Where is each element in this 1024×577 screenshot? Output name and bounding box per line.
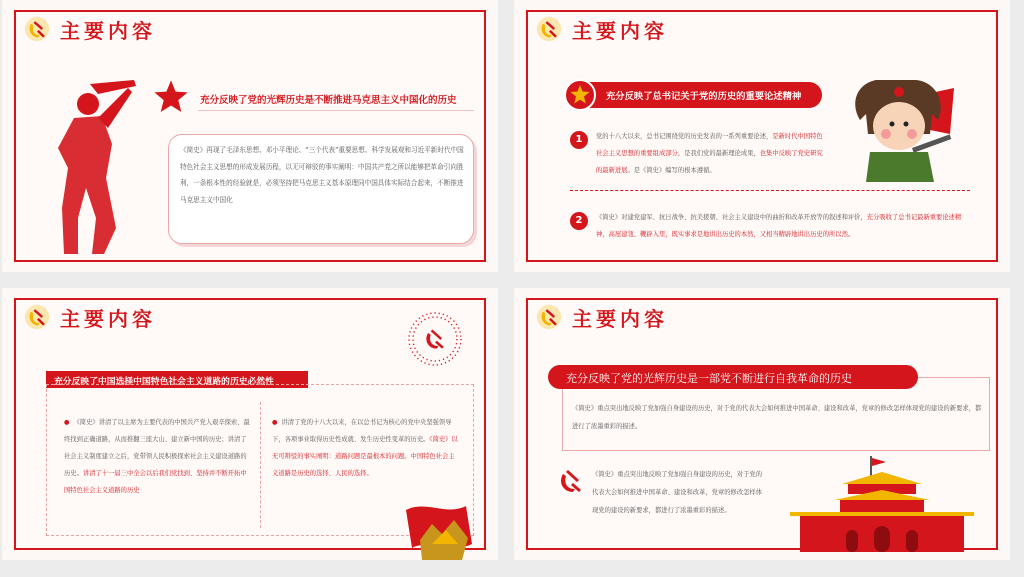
body-text-2: 《简史》重点突出地反映了党加强自身建设的历史，对于党的代表大会如何推进中国革命、建设和改革，党章的修改怎样体现党的建设的新要求，都进行了浓墨重彩的描述。 xyxy=(592,471,763,514)
column-1-text-red: 讲清了十一届三中全会以后我们党找到、坚持并不断开拓中国特色社会主义道路的历史 xyxy=(64,470,247,494)
gold-star-badge-icon xyxy=(564,79,596,111)
column-1-bullet-icon: ● xyxy=(64,419,74,426)
column-divider xyxy=(260,402,261,528)
item-2-text-red: 充分吸收了总书记最新重要论述精神，高屋建瓴、鞭辟入里，既实事求是地讲出历史的本然，又相当精辟地讲出历史的所以然。 xyxy=(596,214,962,238)
party-emblem-icon xyxy=(536,16,562,42)
slide-subtitle: 充分反映了总书记关于党的历史的重要论述精神 xyxy=(606,91,802,102)
item-2-text xyxy=(596,209,972,243)
party-emblem-icon xyxy=(24,304,50,330)
hammer-sickle-icon xyxy=(556,466,586,496)
slide-1[interactable] xyxy=(2,0,498,272)
slide-header xyxy=(536,14,668,44)
party-emblem-icon xyxy=(536,304,562,330)
item-1-text-mid: ，是我们党的最新理论成果， xyxy=(677,150,760,157)
slide-header xyxy=(536,302,668,332)
column-2-text xyxy=(272,414,458,482)
slide-header xyxy=(24,302,156,332)
item-2-number-badge: 2 xyxy=(570,212,588,230)
slide-header xyxy=(24,14,156,44)
column-1-text xyxy=(64,414,250,499)
slide-heading: 主要内容 xyxy=(572,306,668,331)
slide-heading: 主要内容 xyxy=(60,306,156,331)
column-2-bullet-icon: ● xyxy=(272,419,282,426)
slide-subtitle: 充分反映了中国选择中国特色社会主义道路的历史必然性 xyxy=(54,377,274,387)
item-1-text-post: 。是《简史》编写的根本遵循。 xyxy=(627,167,716,174)
item-2-text-pre: 《简史》对建党建军、抗日战争、抗美援朝、社会主义建设中的曲折和改革开放等的叙述和评价， xyxy=(596,214,867,221)
trumpeter-silhouette-icon xyxy=(38,78,142,256)
red-flag-sculpture-icon xyxy=(402,500,492,560)
party-emblem-icon xyxy=(24,16,50,42)
child-soldier-illustration-icon xyxy=(846,74,956,184)
item-1-number-badge: 1 xyxy=(570,131,588,149)
red-star-icon xyxy=(152,78,190,116)
slide-4[interactable] xyxy=(514,288,1010,560)
column-2-text-red: 《简史》以无可辩驳的事实阐明：道路问题是最根本的问题。中国特色社会主义道路是历史的选择、人民的选择。 xyxy=(272,436,458,477)
item-1-text-pre: 党的十八大以来，总书记围绕党的历史发表的一系列重要论述， xyxy=(596,133,773,140)
slide-3[interactable] xyxy=(2,288,498,560)
body-text-1: 《简史》重点突出地反映了党加强自身建设的历史，对于党的代表大会如何推进中国革命、建设和改革，党章的修改怎样体现党的建设的新要求，都进行了浓墨重彩的描述。 xyxy=(572,405,982,430)
item-divider xyxy=(570,190,970,191)
slide-heading: 主要内容 xyxy=(60,18,156,43)
slide-subtitle: 充分反映了党的光辉历史是不断推进马克思主义中国化的历史 xyxy=(200,95,457,106)
content-body: 《简史》再现了毛泽东思想、邓小平理论、“三个代表”重要思想、科学发展观和习近平新时代中国特色社会主义思想的形成发展历程，以无可辩驳的事实阐明：中国共产党之所以能够把革命引向胜利，一条根本性的经验就是，必须坚持把马克思主义基本原理同中国具体实际结合起来，不断推进马克思主义中国化 xyxy=(180,146,464,204)
column-1-text-pre: 《简史》讲清了以主席为主要代表的中国共产党人艰辛探索、最终找到正确道路，从而推翻三座大山、建立新中国的历史；讲清了社会主义制度建立之后，党带领人民积极探索社会主义建设道路的历史。 xyxy=(64,419,250,477)
tiananmen-illustration-icon xyxy=(790,456,974,552)
slide-subtitle: 充分反映了党的光辉历史是一部党不断进行自我革命的历史 xyxy=(566,372,852,385)
slide-heading: 主要内容 xyxy=(572,18,668,43)
item-1-text-red: 是新时代中国特色社会主义思想的重要组成部分 xyxy=(596,133,823,157)
item-1-text xyxy=(596,128,826,179)
slide-2[interactable] xyxy=(514,0,1010,272)
subtitle-underline xyxy=(198,110,474,111)
column-2-text-pre: 讲清了党的十八大以来，在以总书记为核心的党中央坚强领导下，各项事业取得历史性成就、发生历史性变革的历史。 xyxy=(272,419,452,443)
radiant-emblem-icon xyxy=(406,310,464,368)
item-1-text-red2: 也集中反映了党史研究的最新进展 xyxy=(596,150,823,174)
